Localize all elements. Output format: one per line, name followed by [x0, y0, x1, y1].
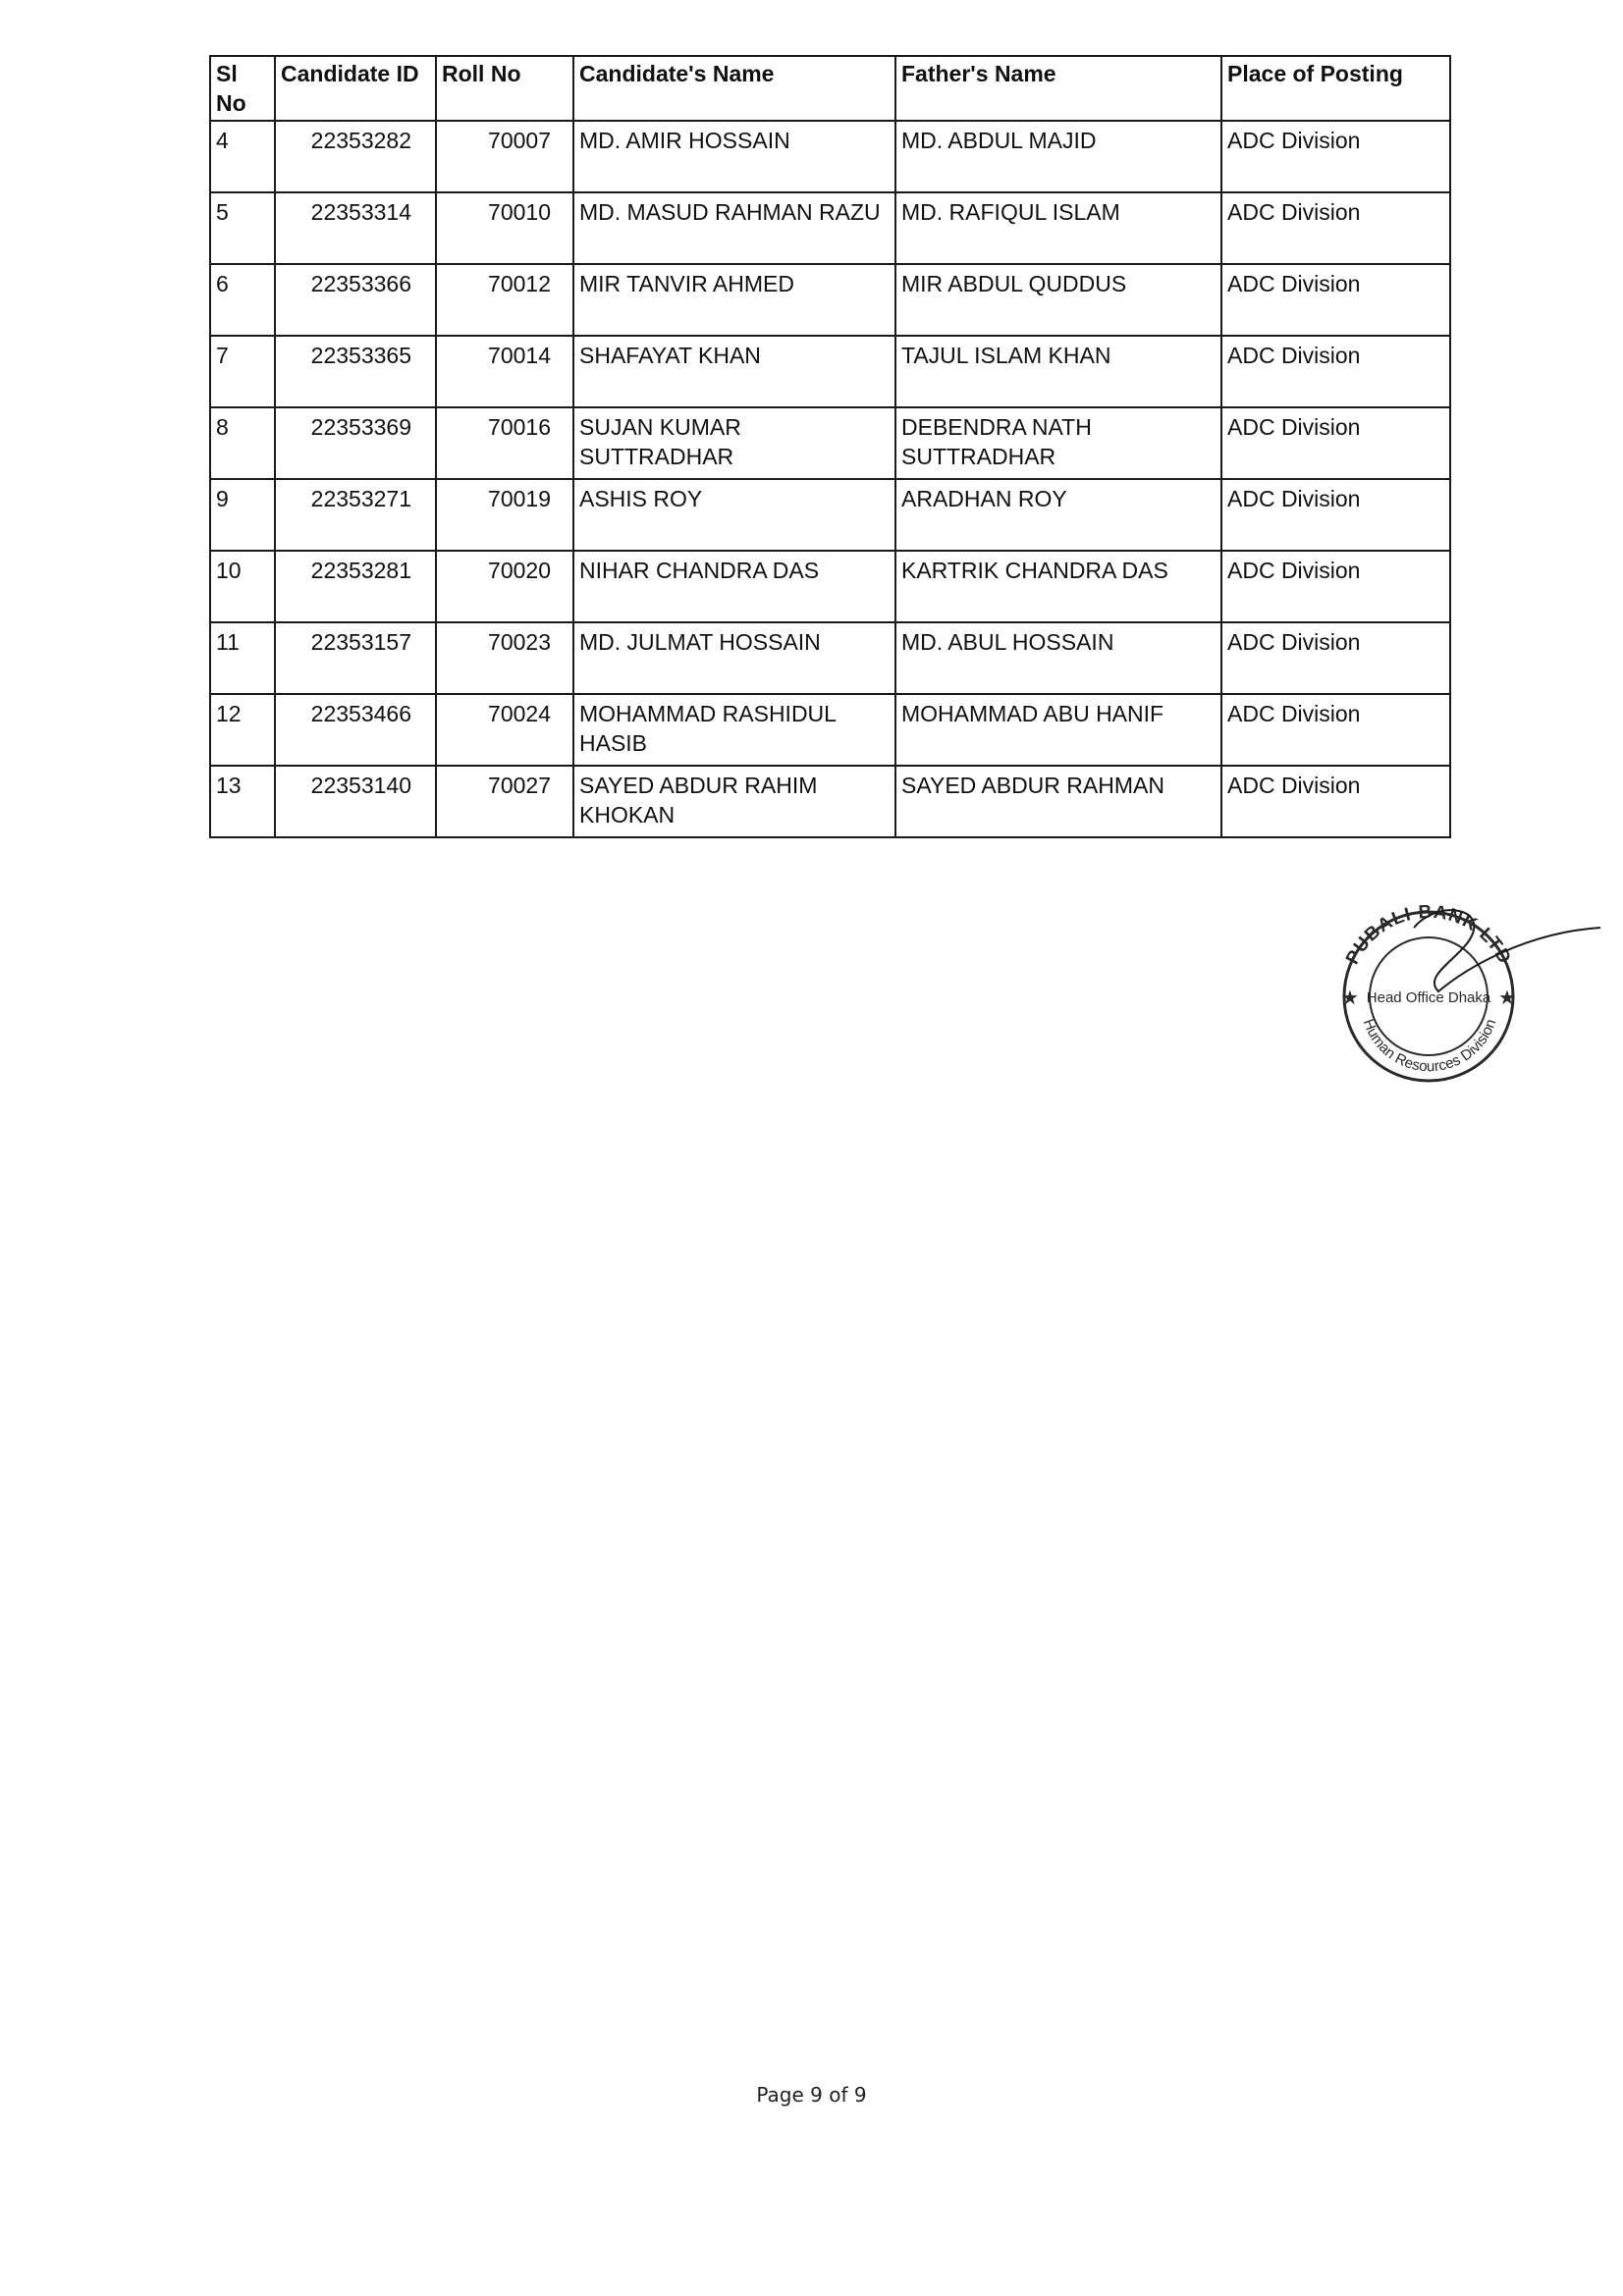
cell-roll-no: 70010	[436, 192, 573, 264]
cell-candidate-name: ASHIS ROY	[573, 479, 895, 551]
table-row	[210, 121, 1450, 192]
cell-father-name: ARADHAN ROY	[895, 479, 1221, 551]
bank-seal	[1321, 888, 1605, 1104]
cell-place-of-posting: ADC Division	[1221, 336, 1450, 407]
cell-place-of-posting: ADC Division	[1221, 121, 1450, 192]
cell-place-of-posting: ADC Division	[1221, 192, 1450, 264]
cell-father-name: TAJUL ISLAM KHAN	[895, 336, 1221, 407]
cell-sl-no: 5	[210, 192, 275, 264]
posting-table	[209, 55, 1451, 838]
cell-roll-no: 70027	[436, 766, 573, 837]
header-sl-no: Sl No	[210, 56, 275, 121]
cell-candidate-id: 22353314	[275, 192, 436, 264]
cell-roll-no: 70014	[436, 336, 573, 407]
cell-candidate-id: 22353466	[275, 694, 436, 766]
cell-sl-no: 11	[210, 622, 275, 694]
table-row	[210, 766, 1450, 837]
cell-candidate-id: 22353281	[275, 551, 436, 622]
header-candidate-name: Candidate's Name	[573, 56, 895, 121]
page-number: Page 9 of 9	[756, 2083, 867, 2107]
cell-roll-no: 70020	[436, 551, 573, 622]
cell-candidate-id: 22353365	[275, 336, 436, 407]
cell-father-name: MOHAMMAD ABU HANIF	[895, 694, 1221, 766]
cell-candidate-id: 22353369	[275, 407, 436, 479]
cell-father-name: SAYED ABDUR RAHMAN	[895, 766, 1221, 837]
cell-sl-no: 9	[210, 479, 275, 551]
table-row	[210, 192, 1450, 264]
cell-candidate-name: SAYED ABDUR RAHIM KHOKAN	[573, 766, 895, 837]
header-candidate-id: Candidate ID	[275, 56, 436, 121]
cell-sl-no: 10	[210, 551, 275, 622]
cell-candidate-id: 22353366	[275, 264, 436, 336]
table-row	[210, 479, 1450, 551]
cell-roll-no: 70007	[436, 121, 573, 192]
header-place-of-posting: Place of Posting	[1221, 56, 1450, 121]
table-row	[210, 551, 1450, 622]
cell-roll-no: 70016	[436, 407, 573, 479]
table-row	[210, 407, 1450, 479]
cell-roll-no: 70019	[436, 479, 573, 551]
cell-candidate-name: MD. MASUD RAHMAN RAZU	[573, 192, 895, 264]
cell-place-of-posting: ADC Division	[1221, 622, 1450, 694]
cell-place-of-posting: ADC Division	[1221, 766, 1450, 837]
cell-candidate-id: 22353157	[275, 622, 436, 694]
cell-father-name: KARTRIK CHANDRA DAS	[895, 551, 1221, 622]
cell-place-of-posting: ADC Division	[1221, 694, 1450, 766]
cell-candidate-id: 22353282	[275, 121, 436, 192]
cell-father-name: MD. RAFIQUL ISLAM	[895, 192, 1221, 264]
cell-father-name: MD. ABDUL MAJID	[895, 121, 1221, 192]
cell-candidate-name: MD. AMIR HOSSAIN	[573, 121, 895, 192]
cell-candidate-id: 22353271	[275, 479, 436, 551]
cell-candidate-id: 22353140	[275, 766, 436, 837]
cell-sl-no: 8	[210, 407, 275, 479]
cell-sl-no: 13	[210, 766, 275, 837]
cell-sl-no: 6	[210, 264, 275, 336]
header-father-name: Father's Name	[895, 56, 1221, 121]
seal-star-right-icon: ★	[1498, 988, 1516, 1009]
table-row	[210, 264, 1450, 336]
cell-father-name: DEBENDRA NATH SUTTRADHAR	[895, 407, 1221, 479]
cell-roll-no: 70023	[436, 622, 573, 694]
table-row	[210, 336, 1450, 407]
table-row	[210, 622, 1450, 694]
cell-sl-no: 12	[210, 694, 275, 766]
seal-top-text: PUBALI BANK LTD	[1341, 901, 1516, 969]
cell-candidate-name: MD. JULMAT HOSSAIN	[573, 622, 895, 694]
table-header-row	[210, 56, 1450, 121]
seal-middle-text: Head Office Dhaka	[1366, 989, 1491, 1006]
cell-candidate-name: NIHAR CHANDRA DAS	[573, 551, 895, 622]
seal-bottom-text: Human Resources Division	[1359, 1016, 1500, 1076]
seal-star-left-icon: ★	[1341, 988, 1359, 1009]
table-body	[210, 121, 1450, 837]
cell-sl-no: 4	[210, 121, 275, 192]
header-roll-no: Roll No	[436, 56, 573, 121]
table-row	[210, 694, 1450, 766]
cell-father-name: MIR ABDUL QUDDUS	[895, 264, 1221, 336]
cell-roll-no: 70024	[436, 694, 573, 766]
cell-candidate-name: SUJAN KUMAR SUTTRADHAR	[573, 407, 895, 479]
cell-father-name: MD. ABUL HOSSAIN	[895, 622, 1221, 694]
cell-place-of-posting: ADC Division	[1221, 407, 1450, 479]
cell-sl-no: 7	[210, 336, 275, 407]
cell-place-of-posting: ADC Division	[1221, 479, 1450, 551]
cell-roll-no: 70012	[436, 264, 573, 336]
cell-candidate-name: MOHAMMAD RASHIDUL HASIB	[573, 694, 895, 766]
cell-place-of-posting: ADC Division	[1221, 551, 1450, 622]
cell-candidate-name: SHAFAYAT KHAN	[573, 336, 895, 407]
cell-candidate-name: MIR TANVIR AHMED	[573, 264, 895, 336]
cell-place-of-posting: ADC Division	[1221, 264, 1450, 336]
